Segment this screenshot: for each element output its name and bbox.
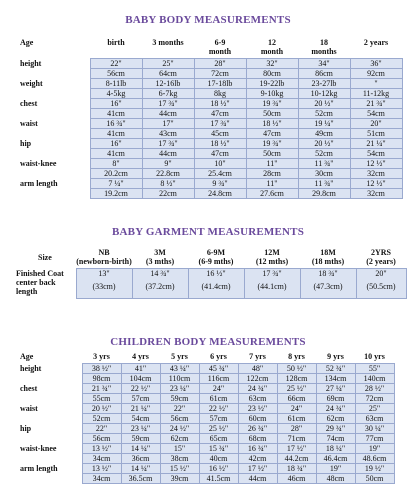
table-cell: 41" 104cm bbox=[121, 364, 160, 384]
table-cell: 38 ½" 98cm bbox=[82, 364, 121, 384]
row-label: height bbox=[20, 58, 42, 68]
table-row bbox=[18, 444, 394, 464]
table-cell: 9 ¾" 24.8cm bbox=[194, 179, 246, 199]
table-cell: 18 ¾" 46cm bbox=[277, 464, 316, 484]
table-row bbox=[14, 269, 406, 299]
table-cell: 15 ½" 39cm bbox=[160, 464, 199, 484]
table-cell: 8 ½" 22cm bbox=[142, 179, 194, 199]
table-cell: 50 ½" 128cm bbox=[277, 364, 316, 384]
row-label: waist bbox=[20, 403, 38, 413]
row-label: arm length bbox=[20, 463, 58, 473]
header-cell: 8 yrs bbox=[288, 352, 305, 361]
table-cell: 34" 86cm bbox=[298, 59, 350, 79]
header-cell: Age bbox=[20, 38, 34, 47]
header-cell: 2YRS (2 years) bbox=[366, 248, 396, 266]
size-label: Size bbox=[38, 252, 52, 262]
table-cell: 18 ½" 47cm bbox=[246, 119, 298, 139]
table-cell: 16" 41cm bbox=[90, 99, 142, 119]
row-label: arm length bbox=[20, 178, 58, 188]
table-cell: 19" 48.6cm bbox=[355, 444, 394, 464]
table-cell: 19-22lb 9-10kg bbox=[246, 79, 298, 99]
header-cell: birth bbox=[107, 38, 125, 47]
table-cell: 20" (50.5cm) bbox=[356, 269, 406, 299]
header-cell: NB (newborn-birth) bbox=[76, 248, 132, 266]
row-label: chest bbox=[20, 383, 38, 393]
table-row bbox=[18, 384, 394, 404]
table-cell: 23 ¼" 59cm bbox=[121, 424, 160, 444]
table-row bbox=[18, 99, 402, 119]
baby-body-title: BABY BODY MEASUREMENTS bbox=[125, 14, 291, 26]
table-cell: 26 ¾" 68cm bbox=[238, 424, 277, 444]
header-cell: Age bbox=[20, 352, 34, 361]
table-cell: 16" 41cm bbox=[90, 139, 142, 159]
table-cell: 17 ¾" 44cm bbox=[142, 99, 194, 119]
table-cell: 20 ½" 52cm bbox=[298, 99, 350, 119]
table-cell: 8-11lb 4-5kg bbox=[90, 79, 142, 99]
table-cell: 13 ½" 34cm bbox=[82, 444, 121, 464]
children-body-title: CHILDREN BODY MEASUREMENTS bbox=[110, 336, 306, 348]
table-cell: 25 ½" 66cm bbox=[277, 384, 316, 404]
row-label: hip bbox=[20, 138, 32, 148]
table-cell: 29 ¾" 74cm bbox=[316, 424, 355, 444]
table-cell: 20 ½" 52cm bbox=[298, 139, 350, 159]
table-cell: 21 ¼" 54cm bbox=[350, 139, 402, 159]
table-cell: 19" 48cm bbox=[316, 464, 355, 484]
header-cell: 12M (12 mths) bbox=[255, 248, 289, 266]
row-label: waist-knee bbox=[20, 443, 57, 453]
table-cell: 24 ¾" 62cm bbox=[316, 404, 355, 424]
header-cell: 5 yrs bbox=[171, 352, 188, 361]
table-row bbox=[18, 59, 402, 79]
table-cell: 25" 63cm bbox=[355, 404, 394, 424]
table-cell: 18 ½" 47cm bbox=[194, 99, 246, 119]
table-header-row bbox=[18, 38, 402, 56]
table-row bbox=[18, 179, 402, 199]
table-cell: 15" 38cm bbox=[160, 444, 199, 464]
table-cell: 17-18lb 8kg bbox=[194, 79, 246, 99]
table-cell: 14 ¾" (37.2cm) bbox=[132, 269, 188, 299]
table-cell: 17" 43cm bbox=[142, 119, 194, 139]
table-cell: 22" 56cm bbox=[160, 404, 199, 424]
header-cell: 9 yrs bbox=[327, 352, 344, 361]
table-cell: 21 ¾" 54cm bbox=[350, 99, 402, 119]
header-cell: 6-9 month bbox=[208, 38, 232, 56]
table-cell: 18 ¾" (47.3cm) bbox=[300, 269, 356, 299]
header-cell: 18 months bbox=[311, 38, 337, 56]
header-cell: 3 months bbox=[152, 38, 184, 47]
table-cell: 23 ¼" 59cm bbox=[160, 384, 199, 404]
table-cell: 52 ¾" 134cm bbox=[316, 364, 355, 384]
table-cell: 13" (33cm) bbox=[76, 269, 132, 299]
table-cell: 12-16lb 6-7kg bbox=[142, 79, 194, 99]
table-cell: " 11-12kg bbox=[350, 79, 402, 99]
table-cell: 28 ½" 72cm bbox=[355, 384, 394, 404]
table-row bbox=[18, 79, 402, 99]
table-row bbox=[18, 404, 394, 424]
table-cell: 10" 25.4cm bbox=[194, 159, 246, 179]
table-row bbox=[18, 364, 394, 384]
row-label: waist bbox=[20, 118, 38, 128]
header-cell: 18M (18 mths) bbox=[311, 248, 345, 266]
table-cell: 19 ¾" 50cm bbox=[246, 99, 298, 119]
table-cell: 43 ¼" 110cm bbox=[160, 364, 199, 384]
header-cell: 4 yrs bbox=[132, 352, 149, 361]
table-cell: 20 ½" 52cm bbox=[82, 404, 121, 424]
header-cell: 12 month bbox=[260, 38, 284, 56]
row-label: hip bbox=[20, 423, 32, 433]
table-row bbox=[18, 424, 394, 444]
children-body-table bbox=[18, 352, 395, 484]
table-cell: 24" 61cm bbox=[277, 404, 316, 424]
row-label: Finished Coat center back length bbox=[16, 268, 64, 296]
table-cell: 14 ¼" 36.5cm bbox=[121, 464, 160, 484]
table-cell: 21 ¾" 55cm bbox=[82, 384, 121, 404]
table-cell: 19 ¾" 50cm bbox=[246, 139, 298, 159]
table-header-row bbox=[14, 248, 406, 266]
baby-garment-table bbox=[14, 248, 407, 299]
table-cell: 22 ½" 57cm bbox=[121, 384, 160, 404]
table-cell: 25" 64cm bbox=[142, 59, 194, 79]
table-cell: 23-27lb 10-12kg bbox=[298, 79, 350, 99]
table-cell: 27 ¼" 69cm bbox=[316, 384, 355, 404]
table-cell: 24 ½" 62cm bbox=[160, 424, 199, 444]
table-cell: 12 ½" 32cm bbox=[350, 179, 402, 199]
table-cell: 7 ¼" 19.2cm bbox=[90, 179, 142, 199]
table-cell: 19 ½" 50cm bbox=[355, 464, 394, 484]
header-cell: 10 yrs bbox=[364, 352, 385, 361]
row-label: height bbox=[20, 363, 42, 373]
table-cell: 45 ¾" 116cm bbox=[199, 364, 238, 384]
table-cell: 11" 28cm bbox=[246, 159, 298, 179]
table-cell: 14 ¼" 36cm bbox=[121, 444, 160, 464]
header-cell: 3M (3 mths) bbox=[145, 248, 175, 266]
table-cell: 32" 80cm bbox=[246, 59, 298, 79]
table-row bbox=[18, 159, 402, 179]
table-cell: 17 ¾" (44.1cm) bbox=[244, 269, 300, 299]
header-cell: 3 yrs bbox=[93, 352, 110, 361]
table-cell: 11 ¾" 30cm bbox=[298, 159, 350, 179]
table-cell: 9" 22.8cm bbox=[142, 159, 194, 179]
baby-garment-title: BABY GARMENT MEASUREMENTS bbox=[111, 226, 305, 238]
table-cell: 24 ¾" 63cm bbox=[238, 384, 277, 404]
table-header-row bbox=[18, 352, 394, 361]
table-cell: 11 ¾" 29.8cm bbox=[298, 179, 350, 199]
table-cell: 36" 92cm bbox=[350, 59, 402, 79]
table-cell: 13 ½" 34cm bbox=[82, 464, 121, 484]
table-cell: 15 ¾" 40cm bbox=[199, 444, 238, 464]
table-cell: 17 ½" 44.2cm bbox=[277, 444, 316, 464]
table-cell: 24" 61cm bbox=[199, 384, 238, 404]
table-cell: 17 ¾" 45cm bbox=[194, 119, 246, 139]
table-cell: 23 ½" 60cm bbox=[238, 404, 277, 424]
table-cell: 21 ¼" 54cm bbox=[121, 404, 160, 424]
table-row bbox=[18, 464, 394, 484]
header-cell: 6 yrs bbox=[210, 352, 227, 361]
table-row bbox=[18, 119, 402, 139]
table-cell: 22" 56cm bbox=[90, 59, 142, 79]
table-cell: 8" 20.2cm bbox=[90, 159, 142, 179]
table-cell: 17 ½" 44cm bbox=[238, 464, 277, 484]
table-cell: 18 ¼" 46.4cm bbox=[316, 444, 355, 464]
row-label: waist-knee bbox=[20, 158, 57, 168]
table-cell: 19 ¼" 49cm bbox=[298, 119, 350, 139]
table-cell: 30 ¼" 77cm bbox=[355, 424, 394, 444]
baby-body-table bbox=[18, 38, 403, 199]
table-cell: 22" 56cm bbox=[82, 424, 121, 444]
header-cell: 2 years bbox=[363, 38, 389, 47]
table-cell: 16 ¾" 42cm bbox=[238, 444, 277, 464]
table-cell: 11" 27.6cm bbox=[246, 179, 298, 199]
header-cell: 6-9M (6-9 mths) bbox=[198, 248, 234, 266]
table-cell: 12 ½" 32cm bbox=[350, 159, 402, 179]
table-cell: 16 ¾" 41cm bbox=[90, 119, 142, 139]
row-label: chest bbox=[20, 98, 38, 108]
table-cell: 48" 122cm bbox=[238, 364, 277, 384]
table-cell: 28" 71cm bbox=[277, 424, 316, 444]
table-row bbox=[18, 139, 402, 159]
header-cell: 7 yrs bbox=[249, 352, 266, 361]
table-cell: 25 ½" 65cm bbox=[199, 424, 238, 444]
table-cell: 55" 140cm bbox=[355, 364, 394, 384]
table-cell: 16 ½" (41.4cm) bbox=[188, 269, 244, 299]
table-cell: 16 ½" 41.5cm bbox=[199, 464, 238, 484]
table-cell: 18 ½" 47cm bbox=[194, 139, 246, 159]
table-cell: 28" 72cm bbox=[194, 59, 246, 79]
table-cell: 17 ¾" 44cm bbox=[142, 139, 194, 159]
row-label: weight bbox=[20, 78, 43, 88]
table-cell: 22 ½" 57cm bbox=[199, 404, 238, 424]
table-cell: 20" 51cm bbox=[350, 119, 402, 139]
